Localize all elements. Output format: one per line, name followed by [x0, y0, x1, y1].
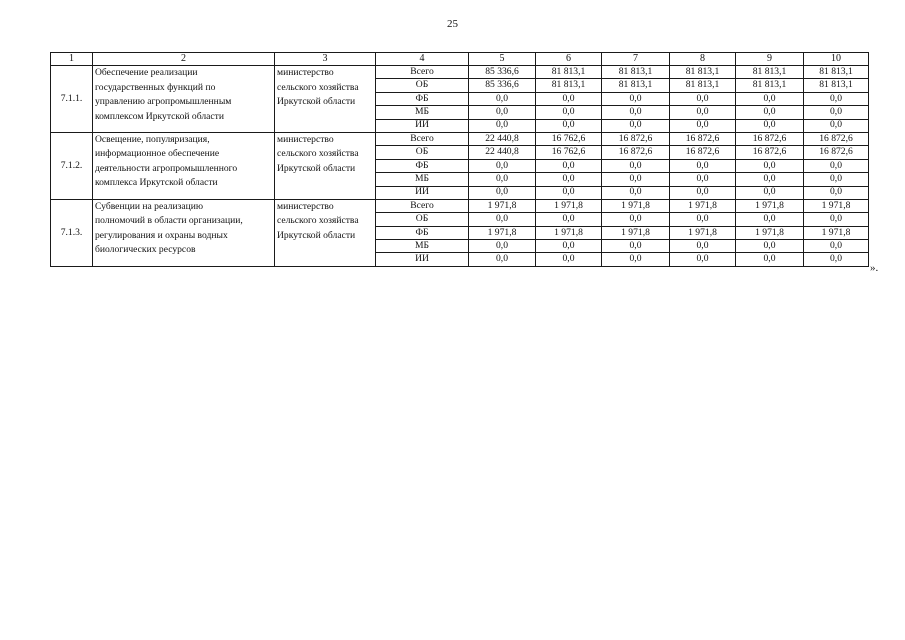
funding-value: 0,0 [670, 106, 736, 119]
funding-value: 0,0 [736, 106, 804, 119]
funding-value: 0,0 [469, 119, 536, 132]
measure-name-line: полномочий в области организации, [95, 215, 243, 227]
funding-value: 0,0 [804, 173, 869, 186]
funding-value: 1 971,8 [602, 226, 670, 239]
funding-value: 0,0 [736, 186, 804, 199]
column-number-cell: 10 [804, 53, 869, 66]
funding-value: 0,0 [469, 173, 536, 186]
funding-value: 16 872,6 [670, 146, 736, 159]
funding-value: 1 971,8 [736, 226, 804, 239]
funding-value: 0,0 [536, 213, 602, 226]
funding-value: 1 971,8 [469, 199, 536, 212]
table-row [51, 66, 869, 79]
closing-quote-mark: ». [870, 262, 879, 274]
funding-source: Всего [376, 132, 469, 145]
measure-name-line: Освещение, популяризация, [95, 133, 210, 145]
funding-source: Всего [376, 199, 469, 212]
funding-value: 0,0 [536, 119, 602, 132]
funding-value: 0,0 [804, 92, 869, 105]
executor-line: министерство [277, 67, 334, 78]
funding-value: 0,0 [602, 92, 670, 105]
funding-value: 0,0 [469, 213, 536, 226]
measure-name-line: Субвенции на реализацию [95, 200, 204, 212]
funding-source: ИИ [376, 186, 469, 199]
column-number-cell: 5 [469, 53, 536, 66]
funding-value: 0,0 [736, 213, 804, 226]
funding-value: 81 813,1 [736, 66, 804, 79]
funding-value: 16 872,6 [602, 132, 670, 145]
executor-line: Иркутской области [277, 96, 356, 107]
funding-value: 0,0 [804, 213, 869, 226]
funding-value: 0,0 [469, 92, 536, 105]
funding-value: 0,0 [670, 159, 736, 172]
funding-value: 16 872,6 [736, 132, 804, 145]
measure-name [93, 132, 275, 199]
funding-value: 0,0 [736, 173, 804, 186]
funding-value: 0,0 [670, 186, 736, 199]
measure-code: 7.1.1. [51, 66, 93, 133]
funding-source: ФБ [376, 159, 469, 172]
funding-source: МБ [376, 240, 469, 253]
measure-name-line: Обеспечение реализации [95, 67, 198, 78]
funding-value: 1 971,8 [602, 199, 670, 212]
measure-name-line: комплекса Иркутской области [95, 177, 218, 189]
funding-value: 81 813,1 [536, 79, 602, 92]
measure-name-line: управлению агропромышленным [95, 96, 232, 107]
funding-value: 0,0 [602, 159, 670, 172]
funding-source: ОБ [376, 79, 469, 92]
funding-value: 1 971,8 [670, 226, 736, 239]
funding-value: 0,0 [602, 213, 670, 226]
funding-value: 1 971,8 [536, 226, 602, 239]
column-number-cell: 7 [602, 53, 670, 66]
column-number-row [51, 53, 869, 66]
funding-value: 1 971,8 [536, 199, 602, 212]
funding-value: 16 762,6 [536, 132, 602, 145]
funding-value: 0,0 [670, 240, 736, 253]
column-number-cell: 3 [275, 53, 376, 66]
funding-value: 0,0 [602, 240, 670, 253]
column-number-cell: 4 [376, 53, 469, 66]
funding-value: 0,0 [736, 159, 804, 172]
funding-source: ФБ [376, 92, 469, 105]
funding-value: 0,0 [469, 106, 536, 119]
funding-source: МБ [376, 106, 469, 119]
funding-value: 0,0 [536, 240, 602, 253]
measure-code: 7.1.2. [51, 132, 93, 199]
funding-value: 0,0 [469, 253, 536, 266]
funding-value: 81 813,1 [602, 79, 670, 92]
funding-value: 0,0 [536, 92, 602, 105]
funding-value: 0,0 [736, 119, 804, 132]
funding-value: 0,0 [804, 186, 869, 199]
funding-value: 0,0 [469, 159, 536, 172]
executor-line: сельского хозяйства [277, 215, 359, 227]
funding-value: 0,0 [804, 159, 869, 172]
funding-value: 0,0 [602, 253, 670, 266]
funding-value: 0,0 [536, 106, 602, 119]
funding-value: 16 872,6 [804, 132, 869, 145]
column-number-cell: 8 [670, 53, 736, 66]
funding-value: 22 440,8 [469, 132, 536, 145]
executor-line: министерство [277, 200, 334, 212]
measure-name-line: регулирования и охраны водных [95, 229, 228, 241]
funding-value: 16 872,6 [602, 146, 670, 159]
funding-source: ИИ [376, 119, 469, 132]
funding-value: 0,0 [602, 173, 670, 186]
funding-value: 0,0 [670, 119, 736, 132]
funding-source: ФБ [376, 226, 469, 239]
funding-table-body [51, 53, 869, 267]
executor-line: сельского хозяйства [277, 81, 359, 93]
funding-value: 0,0 [736, 240, 804, 253]
measure-name-line: информационное обеспечение [95, 148, 220, 160]
funding-value: 0,0 [670, 92, 736, 105]
funding-value: 1 971,8 [469, 226, 536, 239]
funding-value: 81 813,1 [736, 79, 804, 92]
executor-line: Иркутской области [277, 162, 356, 174]
executor-line: Иркутской области [277, 229, 356, 241]
funding-value: 16 872,6 [670, 132, 736, 145]
funding-value: 81 813,1 [536, 66, 602, 79]
funding-value: 81 813,1 [804, 66, 869, 79]
measure-code: 7.1.3. [51, 199, 93, 266]
funding-value: 22 440,8 [469, 146, 536, 159]
funding-value: 0,0 [602, 186, 670, 199]
column-number-cell: 2 [93, 53, 275, 66]
funding-table [50, 52, 869, 267]
funding-value: 0,0 [536, 186, 602, 199]
page-number: 25 [447, 18, 458, 30]
funding-value: 0,0 [536, 253, 602, 266]
funding-value: 81 813,1 [670, 79, 736, 92]
funding-value: 0,0 [469, 240, 536, 253]
funding-value: 0,0 [670, 213, 736, 226]
funding-value: 85 336,6 [469, 79, 536, 92]
funding-value: 0,0 [736, 253, 804, 266]
funding-value: 81 813,1 [602, 66, 670, 79]
responsible-executor [275, 132, 376, 199]
funding-source: ИИ [376, 253, 469, 266]
funding-value: 0,0 [804, 106, 869, 119]
responsible-executor [275, 199, 376, 266]
measure-name-line: комплексом Иркутской области [95, 110, 224, 122]
funding-source: ОБ [376, 146, 469, 159]
funding-value: 16 762,6 [536, 146, 602, 159]
funding-value: 0,0 [670, 253, 736, 266]
funding-value: 0,0 [804, 240, 869, 253]
funding-value: 0,0 [536, 159, 602, 172]
funding-value: 0,0 [804, 253, 869, 266]
funding-value: 85 336,6 [469, 66, 536, 79]
funding-value: 16 872,6 [804, 146, 869, 159]
funding-value: 1 971,8 [804, 199, 869, 212]
funding-source: МБ [376, 173, 469, 186]
table-row [51, 199, 869, 212]
funding-value: 0,0 [670, 173, 736, 186]
funding-value: 0,0 [602, 106, 670, 119]
measure-name-line: деятельности агропромышленного [95, 162, 238, 174]
funding-source: ОБ [376, 213, 469, 226]
measure-name-line: государственных функций по [95, 81, 216, 93]
column-number-cell: 1 [51, 53, 93, 66]
funding-value: 1 971,8 [804, 226, 869, 239]
table-row [51, 132, 869, 145]
funding-value: 0,0 [536, 173, 602, 186]
measure-name-line: биологических ресурсов [95, 244, 196, 256]
funding-value: 0,0 [736, 92, 804, 105]
executor-line: сельского хозяйства [277, 148, 359, 160]
responsible-executor [275, 66, 376, 133]
funding-value: 1 971,8 [736, 199, 804, 212]
column-number-cell: 9 [736, 53, 804, 66]
funding-value: 1 971,8 [670, 199, 736, 212]
funding-source: Всего [376, 66, 469, 79]
funding-value: 0,0 [804, 119, 869, 132]
executor-line: министерство [277, 133, 334, 145]
funding-value: 16 872,6 [736, 146, 804, 159]
funding-value: 0,0 [602, 119, 670, 132]
measure-name [93, 66, 275, 133]
funding-value: 0,0 [469, 186, 536, 199]
column-number-cell: 6 [536, 53, 602, 66]
measure-name [93, 199, 275, 266]
funding-value: 81 813,1 [804, 79, 869, 92]
funding-value: 81 813,1 [670, 66, 736, 79]
